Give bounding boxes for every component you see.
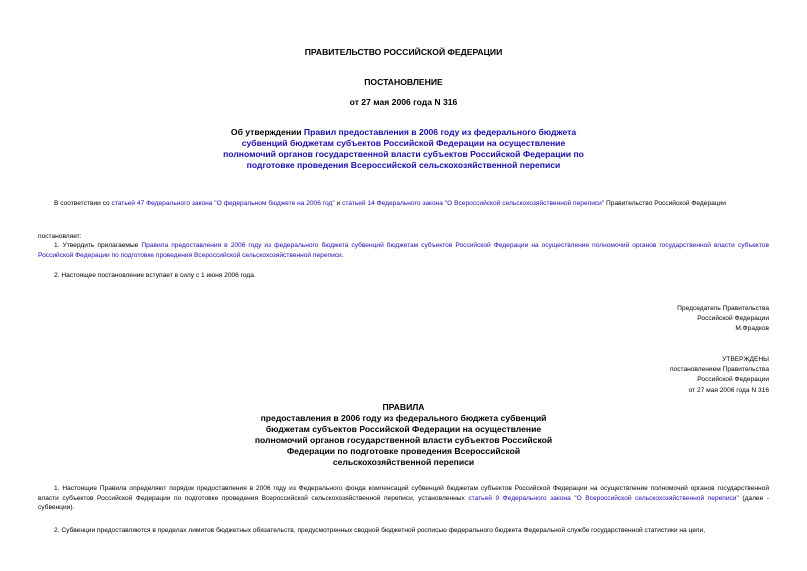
signature-block [569, 304, 769, 335]
item-2-paragraph: 2. Настоящее постановление вступает в силу с 1 июня 2006 года. [54, 272, 256, 279]
item-1-text-2: . [341, 251, 344, 259]
preamble-text-3: Правительство Российской Федерации [604, 200, 726, 207]
rules-subtitle: предоставления в 2006 году из федерального бюджета субвенций бюджетам субъектов Российской Федерации на осуществление полномочий органов государственной власти субъектов Российской Федерации по подготовке проведения Всероссийской сельскохозяйственной переписи [254, 413, 553, 467]
preamble-text-1: В соответствии со [54, 200, 112, 207]
preamble-text-2: и [334, 200, 343, 207]
government-heading: ПРАВИТЕЛЬСТВО РОССИЙСКОЙ ФЕДЕРАЦИИ [304, 47, 503, 57]
item-1-text-1: 1. Утвердить прилагаемые [54, 242, 142, 249]
signature-line-2: Российской Федерации [697, 315, 769, 323]
approved-line-2: постановлением Правительства [669, 366, 769, 374]
title-prefix: Об утверждении [230, 127, 304, 137]
rule-2-paragraph: 2. Субвенции предоставляются в пределах лимитов бюджетных обязательств, предусмотренных сводной бюджетной росписью федерального бюджета Федеральной службе государственной статистики на цели, [54, 527, 706, 534]
census-law-article-9-link[interactable]: статьей 9 Федерального закона "О Всероссийской сельскохозяйственной переписи" [468, 494, 739, 502]
approved-line-3: Российской Федерации [697, 376, 769, 384]
signature-line-1: Председатель Правительства [677, 305, 769, 312]
census-law-link[interactable]: статьей 14 Федерального закона "О Всероссийской сельскохозяйственной переписи" [342, 200, 605, 207]
item-1-paragraph [38, 241, 769, 260]
approved-line-1: УТВЕРЖДЕНЫ [722, 356, 769, 363]
approved-line-4: от 27 мая 2006 года N 316 [688, 386, 769, 394]
postanovlyaet-text: постановляет: [38, 233, 82, 240]
title-link[interactable]: Правил предоставления в 2006 году из федерального бюджета субвенций бюджетам субъектов Российской Федерации на осуществление полномочий органов государственной власти субъектов Российской Федерации по подготовке проведения Всероссийской сельскохозяйственной переписи [223, 127, 584, 170]
document-title [220, 127, 587, 171]
rules-heading: ПРАВИЛА [382, 402, 425, 412]
rule-1-text-1: 1. Настоящие Правила определяют порядок предоставления в 2006 году из Федерального фонда компенсаций субвенций бюджетам субъектов Российской Федерации на осуществление полномочий органов государственной власти субъектов Российской Федерации по подготовке проведения Всероссийской сельскохозяйственной переписи, установленных [38, 485, 769, 502]
rules-link[interactable]: Правила предоставления в 2006 году из федерального бюджета субвенций бюджетам субъектов Российской Федерации на осуществление полномочий органов государственной власти субъектов Российской Федерации по подготовке проведения Всероссийской сельскохозяйственной переписи [38, 242, 769, 259]
approved-block [569, 355, 769, 396]
signature-line-3: М.Фрадков [735, 325, 769, 333]
document-date: от 27 мая 2006 года N 316 [349, 97, 458, 107]
document-type: ПОСТАНОВЛЕНИЕ [364, 77, 443, 87]
budget-law-link[interactable]: статьей 47 Федерального закона "О федеральном бюджете на 2006 год" [111, 200, 335, 207]
rule-1-text-2: (далее - субвенции). [38, 494, 770, 512]
preamble-paragraph [38, 199, 769, 209]
rule-1-paragraph [38, 484, 769, 513]
